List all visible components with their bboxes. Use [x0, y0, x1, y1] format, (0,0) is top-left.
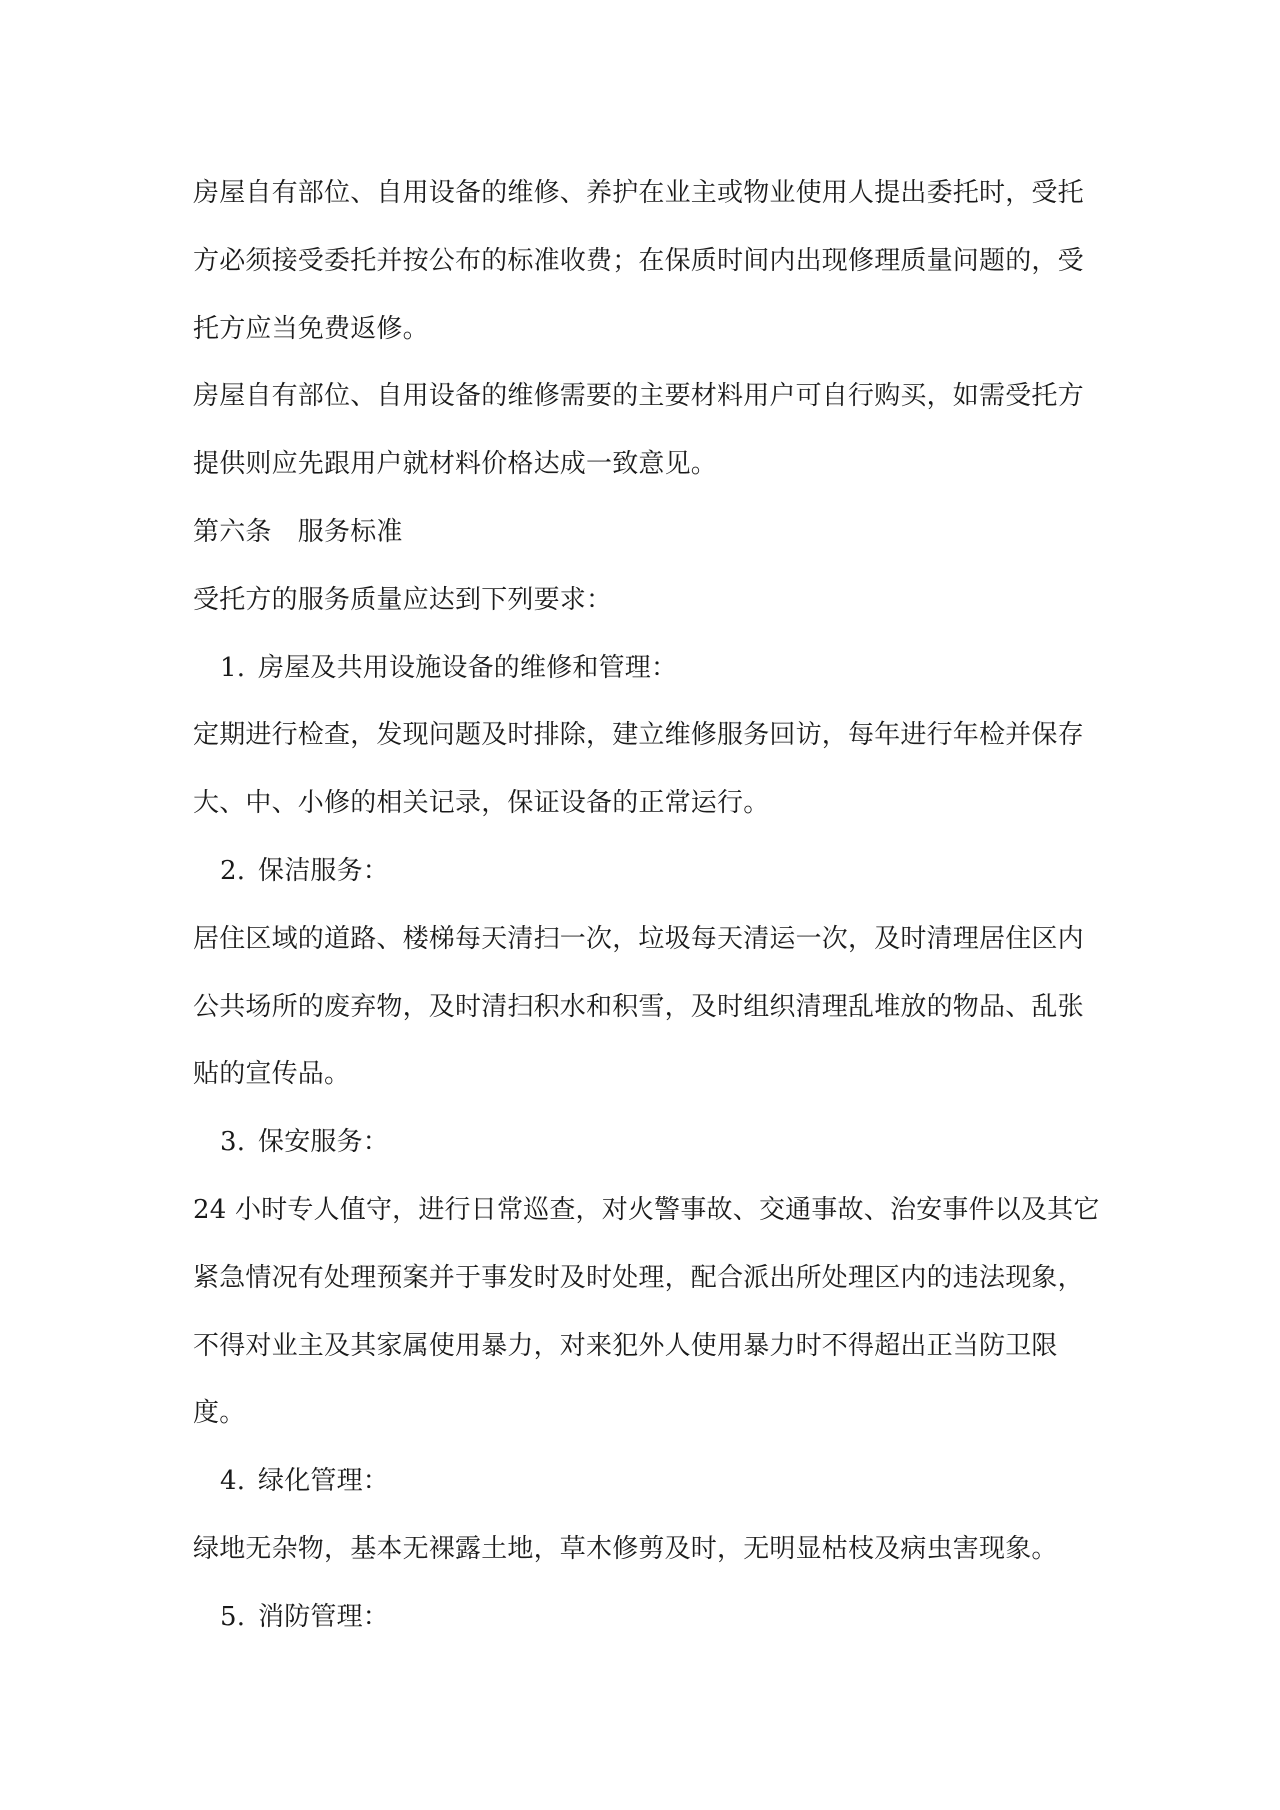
text-line: 度。	[193, 1398, 246, 1429]
list-item-title: 绿化管理：	[258, 1466, 390, 1497]
list-item-title: 房屋及共用设施设备的维修和管理：	[258, 652, 678, 683]
text-line: 不得对业主及其家属使用暴力，对来犯外人使用暴力时不得超出正当防卫限	[193, 1330, 1058, 1361]
text-line: 提供则应先跟用户就材料价格达成一致意见。	[193, 449, 718, 480]
paragraph-self-use-repair	[193, 160, 1093, 363]
list-item	[193, 1109, 1100, 1448]
list-item-number: 4.	[220, 1466, 246, 1497]
list-item-title: 消防管理：	[258, 1601, 390, 1632]
text-line: 房屋自有部位、自用设备的维修、养护在业主或物业使用人提出委托时，受托	[193, 178, 1084, 208]
list-item	[193, 838, 1093, 1109]
list-item-title: 保洁服务：	[258, 855, 390, 886]
document-body	[193, 160, 1100, 1652]
list-item-heading	[193, 838, 1093, 906]
text-line: 紧急情况有处理预案并于事发时及时处理，配合派出所处理区内的违法现象，	[193, 1262, 1084, 1293]
text-line: 居住区域的道路、楼梯每天清扫一次，垃圾每天清运一次，及时清理居住区内	[193, 923, 1084, 954]
list-item-title: 保安服务：	[258, 1127, 390, 1158]
text-line: 大、中、小修的相关记录，保证设备的正常运行。	[193, 788, 770, 819]
list-item-heading	[193, 1109, 1093, 1177]
article-intro: 受托方的服务质量应达到下列要求：	[193, 584, 613, 615]
list-item-number: 5.	[220, 1601, 246, 1632]
text-line: 24 小时专人值守，进行日常巡查，对火警事故、交通事故、治安事件以及其它	[193, 1194, 1100, 1225]
list-item-number: 2.	[220, 855, 246, 886]
list-item-heading	[193, 1584, 1093, 1652]
text-line: 方必须接受委托并按公布的标准收费；在保质时间内出现修理质量问题的，受	[193, 245, 1084, 276]
text-line: 房屋自有部位、自用设备的维修需要的主要材料用户可自行购买，如需受托方	[193, 381, 1084, 412]
paragraph-materials	[193, 363, 1093, 499]
text-line: 绿地无杂物，基本无裸露土地，草木修剪及时，无明显枯枝及病虫害现象。	[193, 1533, 1058, 1564]
text-line: 托方应当免费返修。	[193, 313, 429, 344]
text-line: 定期进行检查，发现问题及时排除，建立维修服务回访，每年进行年检并保存	[193, 720, 1084, 751]
list-item-heading	[193, 635, 1093, 703]
text-line: 贴的宣传品。	[193, 1059, 351, 1090]
list-item	[193, 1584, 1093, 1652]
list-item-heading	[193, 1448, 1093, 1516]
text-line: 公共场所的废弃物，及时清扫积水和积雪，及时组织清理乱堆放的物品、乱张	[193, 991, 1084, 1022]
article-heading: 第六条 服务标准	[193, 516, 403, 547]
list-item-number: 1.	[220, 652, 246, 683]
list-item	[193, 635, 1093, 838]
list-item-number: 3.	[220, 1127, 246, 1158]
list-item	[193, 1448, 1093, 1584]
